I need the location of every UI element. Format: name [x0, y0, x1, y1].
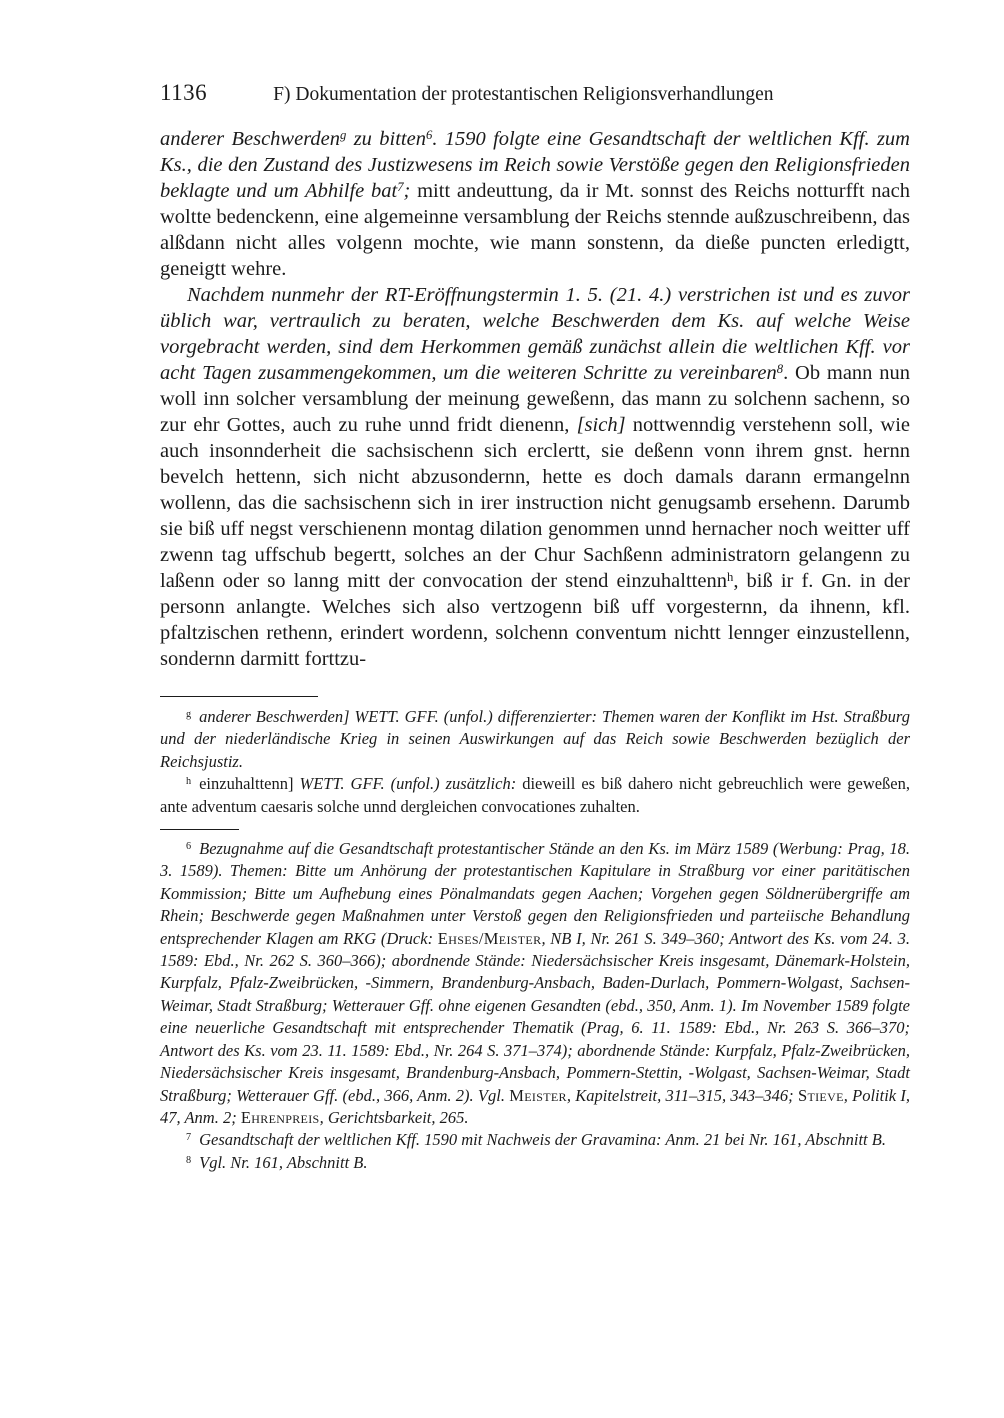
text-run: nottwenndig verstehenn soll, wie auch insonnderheit die sachsischenn sich erclertt, sie deßenn vonn ihrem gnst. hernn bevelch hettenn, sich nicht abzusondernn, hette es doch damals darann ermangelnn wollenn, das die sachsischenn sich in irer instruction nicht genugsamb ersehenn. Darumb sie biß uff negst verschienenn montag dilation genommen unnd hernacher noch weitter uff zwenn tag uffschub begertt, solches an der Chur Sachßenn administratorn gelangenn zu laßenn oder so lanng mitt der convocation der stend einzuhalttenn	[160, 414, 910, 592]
text-run: Bezugnahme auf die Gesandtschaft protestantischer Stände an den Ks. im März 1589 (Werbung: Prag, 18. 3. 1589). Themen: Bitte um Anhörung der protestantischen Kapitulare in Straßburg vor einer paritätischen Kommission; Bitte um Aufhebung eines Pönalmandats gegen Aachen; Vorgehen gegen Söldnerübergriffe am Rhein; Beschwerde gegen Maßnahmen unter Verstoß gegen den Religionsfrieden und parteiische Behandlung entsprechender Klagen am RKG (Druck:	[160, 839, 910, 948]
text-run: Meister	[509, 1085, 567, 1105]
text-run: Ehses/Meister	[437, 928, 542, 948]
footnote-7	[160, 1129, 910, 1151]
text-run: , NB I, Nr. 261 S. 349–360; Antwort des Ks. vom 24. 3. 1589: Ebd., Nr. 262 S. 360–366); abordnende Stände: Niedersächsischer Kreis insgesamt, Dänemark-Holstein, Kurpfalz, Pfalz-Zweibrücken, -Simmern, Brandenburg-Ansbach, Baden-Durlach, Pommern-Wolgast, Sachsen-Weimar, Stadt Straßburg; Wetterauer Gff. ohne eigenen Gesandten (ebd., 350, Anm. 1). Im November 1589 folgte eine neuerliche Gesandtschaft mit entsprechender Thematik (Prag, 6. 11. 1589: Ebd., Nr. 263 S. 366–370; Antwort des Ks. vom 23. 11. 1589: Ebd., Nr. 264 S. 371–374); abordnende Stände: Kurpfalz, Pfalz-Zweibrücken, Niedersächsischer Kreis insgesamt, Brandenburg-Ansbach, Pommern-Stettin, -Wolgast, Sachsen-Weimar, Stadt Straßburg; Wetterauer Gff. (ebd., 366, Anm. 2). Vgl.	[160, 928, 910, 1105]
footnote-separator-rule	[160, 829, 239, 830]
text-run: . 1590 folgte eine Gesandtschaft der weltlichen Kff. zum Ks., die den Zustand des Justizwesens im Reich sowie Verstöße gegen den Religionsfrieden beklagte und um Abhilfe bat	[160, 128, 910, 202]
text-run: ;	[403, 180, 418, 202]
text-run: h	[186, 776, 192, 788]
running-title: F) Dokumentation der protestantischen Religionsverhandlungen	[273, 84, 774, 105]
text-run: dieweill es biß dahero nicht gebreuchlich were geweßen, ante adventum caesaris solche unnd dergleichen convocationes zuhalten.	[160, 774, 911, 816]
text-run: Nachdem nunmehr der RT-Eröffnungstermin 1. 5. (21. 4.) verstrichen ist und es zuvor üblich war, vertraulich zu beraten, welche Beschwerden dem Ks. auf welche Weise vorgebracht werden, sind dem Herkommen gemäß zunächst allein die weltlichen Kff. vor acht Tagen zusammengekommen, um die weiteren Schritte zu vereinbaren	[160, 284, 910, 384]
text-run: 8	[186, 1154, 192, 1166]
page-number: 1136	[160, 80, 208, 105]
text-run: 7	[397, 179, 404, 194]
text-run: anderer Beschwerden	[160, 128, 341, 150]
main-text	[160, 126, 910, 672]
footnotes-section	[160, 829, 910, 1174]
apparatus-note-g	[160, 706, 910, 773]
text-run: mitt andeuttung, da ir Mt. sonnst des Reichs notturfft nach woltte bedenckenn, eine algemeinne versamblung der Reichs stennde außzuschreibenn, das alßdann nicht alles volgenn mochte, wie mann sonstenn, da dieße puncten erledigtt, geneigtt wehre.	[160, 180, 910, 280]
text-run: , Kapitelstreit, 311–315, 343–346;	[566, 1085, 798, 1105]
text-run: , Gerichtsbarkeit, 265.	[319, 1107, 469, 1127]
footnote-8	[160, 1152, 910, 1174]
page-header	[160, 80, 910, 106]
text-run: Stieve	[797, 1085, 844, 1105]
text-run: zu bitten	[346, 128, 426, 150]
text-run: h	[726, 569, 734, 584]
apparatus-note-h	[160, 773, 910, 818]
text-run: Gesandtschaft der weltlichen Kff. 1590 mit Nachweis der Gravamina: Anm. 21 bei Nr. 161, Abschnitt B.	[199, 1130, 886, 1150]
text-run: [sich]	[576, 414, 626, 436]
text-run: 6	[186, 841, 192, 853]
text-run: , Politik I, 47, Anm. 2;	[160, 1085, 910, 1127]
apparatus-separator-rule	[160, 696, 318, 697]
paragraph-continued	[160, 126, 910, 282]
text-run: anderer Beschwerden] WETT. GFF. (unfol.) differenzierter: Themen waren der Konflikt im Hst. Straßburg und der niederländische Krieg in seinen Auswirkungen auf das Reich sowie Beschwerden bezüglich der Reichsjustiz.	[160, 707, 910, 771]
text-run: einzuhalttenn]	[199, 774, 300, 794]
critical-apparatus	[160, 696, 910, 818]
paragraph-new	[160, 282, 910, 672]
text-run: . Ob mann nun woll inn solcher versamblung der meinung geweßenn, das mann zu solchenn sachenn, so zur ehr Gottes, auch zu ruhe unnd fridt dienenn,	[160, 362, 910, 436]
text-run: 8	[776, 361, 784, 376]
text-run: g	[340, 127, 347, 142]
text-run: g	[186, 709, 192, 721]
text-run: , biß ir f. Gn. in der personn anlangte. Welches sich also vertzogenn biß uff vorgesternn, da ihnenn, kfl. pfaltzischen rethenn, erindert wordenn, solchenn conventum nichtt lennger einzustellenn, sondernn darmitt forttzu-	[160, 570, 910, 670]
text-run: Vgl. Nr. 161, Abschnitt B.	[199, 1152, 368, 1172]
text-run: WETT. GFF. (unfol.) zusätzlich:	[299, 774, 517, 794]
text-run: Ehrenpreis	[240, 1107, 320, 1127]
text-run: 7	[186, 1132, 192, 1144]
text-run: 6	[425, 127, 433, 142]
footnote-6	[160, 838, 910, 1129]
